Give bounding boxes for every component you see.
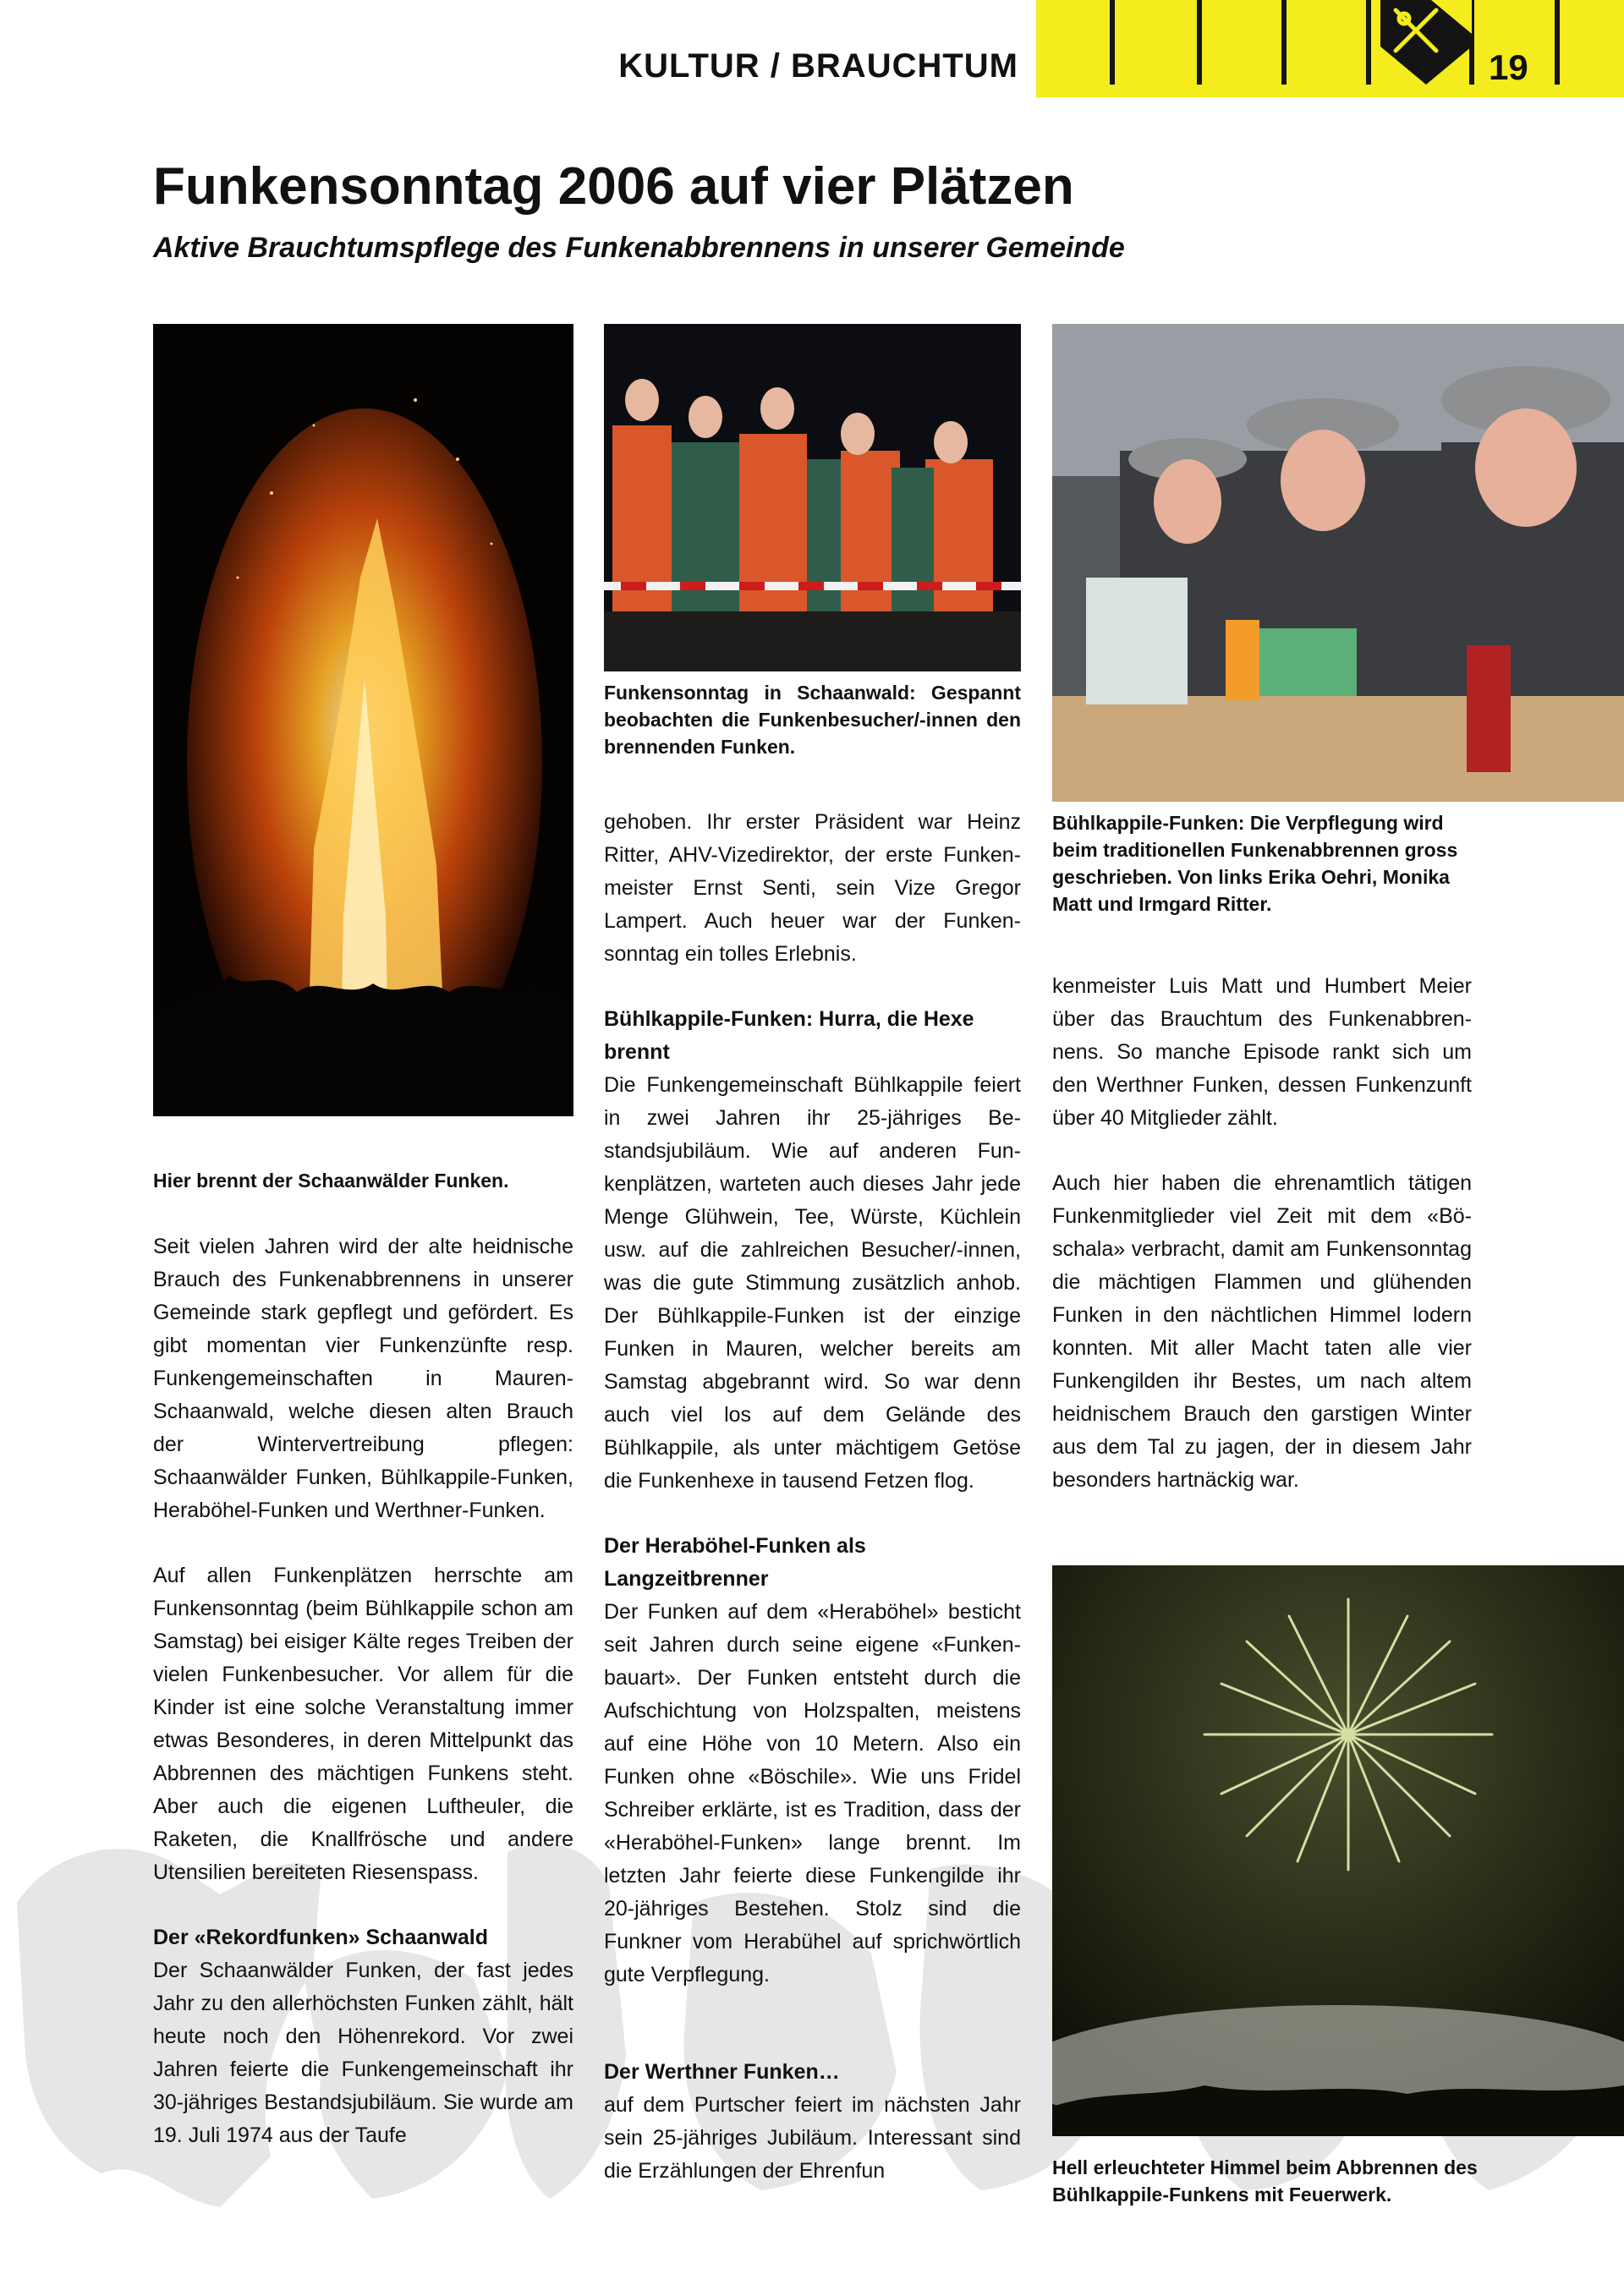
photo-crowd-schaanwald: [604, 324, 1021, 671]
photo-caption: Funkensonntag in Schaanwald: Gespannt beobachten die Funkenbesucher/-innen den brennenden Funken.: [604, 682, 1021, 758]
photo-caption: Bühlkappile-Funken: Die Verpflegung wird beim traditionellen Funkenabbrennen gross geschrieben. Von links Erika Oehri, Monika Matt und Irmgard Ritter.: [1052, 812, 1458, 915]
paragraph: Der Funken auf dem «Heraböhel» besticht seit Jahren durch seine eigene «Funkenbauart». Der Funken entsteht durch die Aufschichtung von Holzspalten, meistens auf eine Höhe von 10 Metern. Also ein Funken ohne «Böschile». Wie uns Fridel Schreiber erklärte, ist es Tradition, dass der «Heraböhel-Funken» lange brennt. Im letzten Jahr feierte diese Funkengilde ihr 20-jähriges Bestehen. Stolz sind die Funkner vom Herabühel auf sprichwörtlich gute Verpflegung.: [604, 1600, 1021, 1986]
section-heading: Der Heraböhel-Funken als Langzeitbrenner: [604, 1534, 866, 1591]
article-column-1: [153, 1230, 573, 2152]
page-number: 19: [1489, 47, 1528, 87]
band-divider: [1555, 0, 1560, 85]
paragraph: auf dem Purtscher feiert im nächsten Jahr sein 25-jähriges Jubiläum. Interessant sind die Erzählungen der Ehrenfun: [604, 2093, 1021, 2183]
section-heading: Der Werthner Funken…: [604, 2060, 840, 2084]
article-subtitle: Aktive Brauchtumspflege des Funkenabbrennens in unserer Gemeinde: [153, 232, 1125, 264]
section-heading: Der «Rekordfunken» Schaanwald: [153, 1926, 488, 1949]
section-title: KULTUR / BRAUCHTUM: [618, 47, 1018, 85]
article-column-2: [604, 806, 1021, 2188]
municipal-crest-icon: [1380, 0, 1472, 85]
photo-caption: Hier brennt der Schaanwälder Funken.: [153, 1170, 509, 1192]
band-divider: [1110, 0, 1115, 85]
paragraph: Seit vielen Jahren wird der alte heidnische Brauch des Funkenabbrennens in unserer Gemeinde stark gepflegt und gefördert. Es gibt momentan vier Funkenzünfte resp. Funkengemeinschaften in Mauren-Schaanwald, welche diesen alten Brauch der Wintervertreibung pflegen: Schaanwälder Funken, Bühlkappile-Funken, Heraböhel-Funken und Werthner-Funken.: [153, 1235, 573, 1522]
band-divider: [1281, 0, 1287, 85]
band-divider: [1366, 0, 1371, 85]
paragraph: kenmeister Luis Matt und Humbert Meier über das Brauchtum des Funkenabbrennens. So manche Episode rankt sich um den Werthner Funken, dessen Funkenzunft über 40 Mitglieder zählt.: [1052, 974, 1472, 1130]
article-headline: Funkensonntag 2006 auf vier Plätzen: [153, 157, 1074, 216]
article-column-3: [1052, 970, 1472, 1497]
photo-caption: Hell erleuchteter Himmel beim Abbrennen des Bühlkappile-Funkens mit Feuerwerk.: [1052, 2156, 1478, 2206]
header-color-band: [1036, 0, 1624, 97]
paragraph: Auch hier haben die ehrenamtlich tätigen Funkenmitglieder viel Zeit mit dem «Böschala» verbracht, damit am Funkensonntag die mächtigen Flammen und glühenden Funken in den nächtlichen Himmel lodern konnten. Mit aller Macht taten alle vier Funkengilden ihr Bestes, um nach altem heidnischem Brauch den garstigen Winter aus dem Tal zu jagen, der in diesem Jahr besonders hartnäckig war.: [1052, 1171, 1472, 1492]
band-divider: [1197, 0, 1202, 85]
photo-buehlkappile-women: [1052, 324, 1624, 802]
photo-fireworks: [1052, 1565, 1624, 2136]
photo-burning-funken: [153, 324, 573, 1116]
section-heading: Bühlkappile-Funken: Hurra, die Hexe brennt: [604, 1007, 974, 1064]
paragraph: Auf allen Funkenplätzen herrschte am Funkensonntag (beim Bühlkappile schon am Samstag) bei eisiger Kälte reges Treiben der vielen Funkenbesucher. Vor allem für die Kinder ist eine solche Veranstaltung immer etwas Besonderes, in deren Mittelpunkt das Abbrennen des mächtigen Funkens steht. Aber auch die eigenen Luftheuler, die Raketen, die Knallfrösche und andere Utensilien bereiteten Riesenspass.: [153, 1564, 573, 1884]
paragraph: gehoben. Ihr erster Präsident war Heinz Ritter, AHV-Vizedirektor, der erste Funkenmeister Ernst Senti, sein Vize Gregor Lampert. Auch heuer war der Funkensonntag ein tolles Erlebnis.: [604, 810, 1021, 966]
paragraph: Die Funkengemeinschaft Bühlkappile feiert in zwei Jahren ihr 25-jähriges Bestandsjubiläum. Wie auf anderen Funkenplätzen, warteten auch dieses Jahr jede Menge Glühwein, Tee, Würste, Küchlein usw. auf die zahlreichen Besucher/-innen, was die gute Stimmung zusätzlich anhob. Der Bühlkappile-Funken ist der einzige Funken in Mauren, welcher bereits am Samstag abgebrannt wird. So war denn auch viel los auf dem Gelände des Bühlkappile, als unter mächtigem Getöse die Funkenhexe in tausend Fetzen flog.: [604, 1073, 1021, 1493]
paragraph: Der Schaanwälder Funken, der fast jedes Jahr zu den allerhöchsten Funken zählt, hält heute noch den Höhenrekord. Vor zwei Jahren feierte die Funkengemeinschaft ihr 30-jähriges Bestandsjubiläum. Sie wurde am 19. Juli 1974 aus der Taufe: [153, 1959, 573, 2147]
